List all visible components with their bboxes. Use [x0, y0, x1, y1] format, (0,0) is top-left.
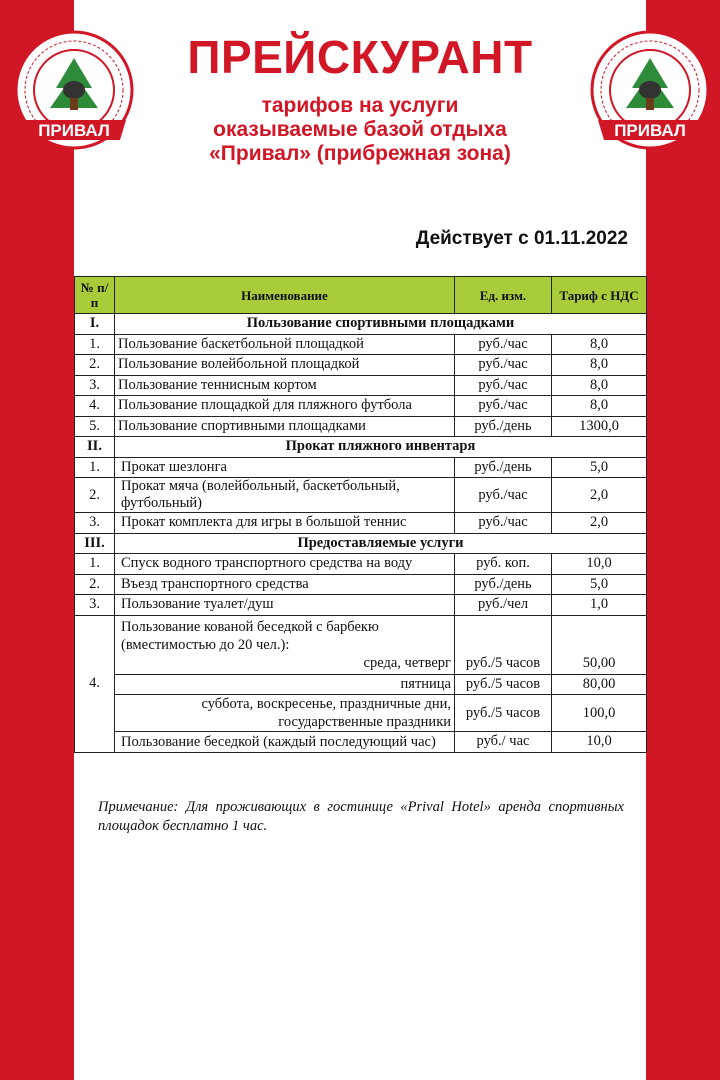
section-num: I.	[75, 314, 115, 335]
table-row	[75, 396, 647, 417]
row-num: 4.	[75, 615, 115, 752]
table-row	[75, 615, 647, 674]
row-price: 8,0	[552, 334, 647, 355]
row-price: 8,0	[552, 355, 647, 376]
page-title: ПРЕЙСКУРАНТ	[187, 31, 533, 83]
right-red-band	[646, 0, 720, 1080]
row-num: 2.	[75, 574, 115, 595]
section-row	[75, 314, 647, 335]
price-table	[74, 276, 647, 753]
row-name: Въезд транспортного средства	[115, 574, 455, 595]
header-price: Тариф с НДС	[552, 277, 647, 314]
privaal-logo-left	[8, 28, 140, 160]
row-price: 50,00	[552, 615, 647, 674]
row-name: Пользование беседкой (каждый последующий час)	[115, 732, 455, 753]
table-row	[75, 695, 647, 732]
row-num: 1.	[75, 334, 115, 355]
row-price: 100,0	[552, 695, 647, 732]
row-unit: руб./час	[455, 513, 552, 534]
row-name: Пользование площадкой для пляжного футбола	[115, 396, 455, 417]
table-row	[75, 595, 647, 616]
row-name: Спуск водного транспортного средства на воду	[115, 554, 455, 575]
row-num: 2.	[75, 478, 115, 513]
subtitle-line: «Привал» (прибрежная зона)	[209, 142, 511, 165]
row-price: 2,0	[552, 478, 647, 513]
row-num: 3.	[75, 513, 115, 534]
footnote: Примечание: Для проживающих в гостинице «Prival Hotel» аренда спортивных площадок бесплатно 1 час.	[98, 799, 624, 834]
row-unit: руб./5 часов	[455, 615, 552, 674]
row-unit: руб./5 часов	[455, 695, 552, 732]
row-price: 8,0	[552, 396, 647, 417]
table-row	[75, 416, 647, 437]
gazebo-sub-label: среда, четверг	[363, 654, 451, 671]
row-name: Пользование туалет/душ	[115, 595, 455, 616]
row-price: 1,0	[552, 595, 647, 616]
row-unit: руб./час	[455, 375, 552, 396]
subtitle-line: оказываемые базой отдыха	[213, 118, 507, 141]
row-num: 5.	[75, 416, 115, 437]
row-price: 8,0	[552, 375, 647, 396]
row-price: 5,0	[552, 457, 647, 478]
row-num: 3.	[75, 595, 115, 616]
table-row	[75, 375, 647, 396]
table-row	[75, 732, 647, 753]
table-row	[75, 334, 647, 355]
privaal-logo-right	[584, 28, 716, 160]
table-row	[75, 513, 647, 534]
row-price: 10,0	[552, 554, 647, 575]
row-unit: руб. коп.	[455, 554, 552, 575]
row-name: Прокат шезлонга	[115, 457, 455, 478]
row-unit: руб./чел	[455, 595, 552, 616]
row-unit: руб./день	[455, 574, 552, 595]
row-num: 2.	[75, 355, 115, 376]
row-unit: руб./час	[455, 478, 552, 513]
header-name: Наименование	[115, 277, 455, 314]
header-unit: Ед. изм.	[455, 277, 552, 314]
row-name: Пользование волейбольной площадкой	[115, 355, 455, 376]
section-row	[75, 437, 647, 458]
table-row	[75, 574, 647, 595]
gazebo-name: Пользование кованой беседкой с барбекю (вместимостью до 20 чел.):	[121, 618, 379, 653]
row-unit: руб./день	[455, 416, 552, 437]
logo-name: ПРИВАЛ	[38, 121, 110, 140]
section-title: Пользование спортивными площадками	[115, 314, 647, 335]
table-row	[75, 457, 647, 478]
table-row	[75, 478, 647, 513]
table-row	[75, 355, 647, 376]
subtitle-line: тарифов на услуги	[261, 94, 459, 117]
section-num: III.	[75, 533, 115, 554]
header-num: № п/п	[75, 277, 115, 314]
section-title: Предоставляемые услуги	[115, 533, 647, 554]
row-name: Прокат комплекта для игры в большой теннис	[115, 513, 455, 534]
section-row	[75, 533, 647, 554]
row-price: 2,0	[552, 513, 647, 534]
section-title: Прокат пляжного инвентаря	[115, 437, 647, 458]
row-price: 5,0	[552, 574, 647, 595]
row-name: Пользование спортивными площадками	[115, 416, 455, 437]
row-unit: руб./час	[455, 334, 552, 355]
row-num: 4.	[75, 396, 115, 417]
row-unit: руб./ час	[455, 732, 552, 753]
left-red-band	[0, 0, 74, 1080]
table-row	[75, 674, 647, 695]
section-num: II.	[75, 437, 115, 458]
gazebo-row	[115, 615, 455, 674]
row-name: Прокат мяча (волейбольный, баскетбольный, футбольный)	[115, 478, 455, 513]
row-num: 1.	[75, 457, 115, 478]
row-price: 1300,0	[552, 416, 647, 437]
row-name: Пользование баскетбольной площадкой	[115, 334, 455, 355]
page-subtitle	[150, 94, 570, 166]
table-row	[75, 554, 647, 575]
effective-date: Действует с 01.11.2022	[415, 228, 628, 249]
row-unit: руб./5 часов	[455, 674, 552, 695]
row-unit: руб./час	[455, 396, 552, 417]
row-price: 10,0	[552, 732, 647, 753]
row-num: 3.	[75, 375, 115, 396]
logo-name: ПРИВАЛ	[614, 121, 686, 140]
row-num: 1.	[75, 554, 115, 575]
gazebo-sub-label: пятница	[115, 674, 455, 695]
row-unit: руб./час	[455, 355, 552, 376]
row-name: Пользование теннисным кортом	[115, 375, 455, 396]
row-unit: руб./день	[455, 457, 552, 478]
gazebo-sub-label: суббота, воскресенье, праздничные дни, государственные праздники	[115, 695, 455, 732]
row-price: 80,00	[552, 674, 647, 695]
